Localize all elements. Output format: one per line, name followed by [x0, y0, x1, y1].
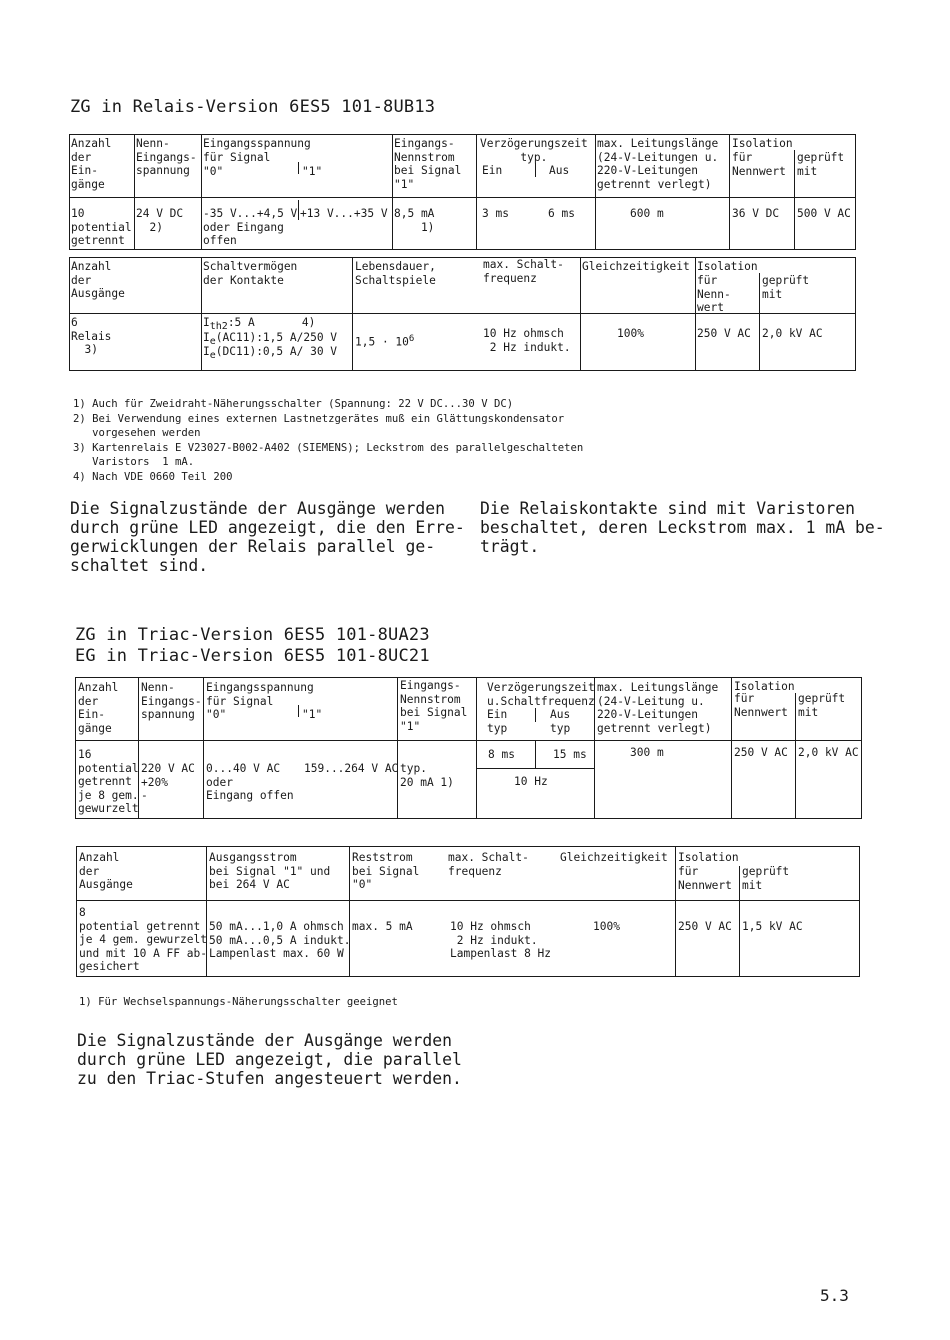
value-ausgangsstrom: 50 mA...1,0 A ohmsch 50 mA...0,5 A indukt. Lampenlast max. 60 W: [209, 920, 351, 961]
value-signal-0: 0...40 V AC oder Eingang offen: [206, 762, 294, 803]
value-geprueft: 1,5 kV AC: [742, 920, 803, 933]
value-schaltvermoegen-ith: $I_{th2}:5$ A 4): [203, 316, 316, 333]
value-geprueft: 500 V AC: [797, 207, 851, 220]
value-ein: 8 ms: [488, 748, 515, 761]
header-leitungslaenge: max. Leitungslänge (24-V-Leitungen u. 220-V-Leitungen getrennt verlegt): [597, 137, 719, 191]
header-gleichzeitigkeit: Gleichzeitigkeit: [582, 260, 690, 273]
value-signal-1: +13 V...+35 V: [300, 207, 388, 220]
value-isolation-nennwert: 36 V DC: [732, 207, 780, 220]
header-isolation: Isolation: [697, 260, 758, 273]
page-number: 5.3: [820, 1286, 849, 1305]
value-eingangs-nennstrom: 8,5 mA 1): [394, 207, 435, 234]
triac-eg-heading: EG in Triac-Version 6ES5 101-8UC21: [75, 646, 430, 666]
triac-zg-heading: ZG in Triac-Version 6ES5 101-8UA23: [75, 625, 430, 645]
header-lebensdauer: Lebensdauer, Schaltspiele: [355, 260, 436, 287]
value-reststrom: max. 5 mA: [352, 920, 413, 933]
value-geprueft: 2,0 kV AC: [762, 327, 823, 340]
header-signal-1: "1": [302, 708, 323, 721]
value-geprueft: 2,0 kV AC: [798, 746, 859, 759]
header-isolation: Isolation: [678, 851, 739, 864]
header-signal-1: "1": [302, 165, 323, 178]
header-leitungslaenge: max. Leitungslänge (24-V-Leitung u. 220-V-Leitungen getrennt verlegt): [597, 681, 719, 735]
header-isolation-nennwert: für Nennwert: [734, 692, 788, 719]
footnote: 3) Kartenrelais E V23027-B002-A402 (SIEMENS); Leckstrom des parallelgeschalteten: [73, 441, 584, 454]
value-leitungslaenge: 300 m: [630, 746, 664, 759]
header-signal-0: "0": [203, 165, 224, 178]
header-nenn-eingangsspannung: Nenn- Eingangs- spannung: [136, 137, 197, 178]
header-signal-0: "0": [206, 708, 227, 721]
header-anzahl: Anzahl der Ein- gänge: [78, 681, 119, 735]
header-isolation: Isolation: [732, 137, 793, 150]
header-ein: Ein: [482, 164, 503, 177]
footnote: 4) Nach VDE 0660 Teil 200: [73, 470, 233, 483]
value-schaltvermoegen-dc11: $I_e(DC11):0,5$ A/ 30 V: [203, 345, 338, 362]
header-geprueft: geprüft mit: [762, 274, 810, 301]
footnote: vorgesehen werden: [73, 427, 201, 440]
value-anzahl-ausgaenge: 6 Relais 3): [71, 316, 112, 357]
value-isolation-nennwert: 250 V AC: [697, 327, 751, 340]
relais-heading: ZG in Relais-Version 6ES5 101-8UB13: [70, 97, 436, 117]
value-lebensdauer: $1,5 \cdot 10^6$: [355, 334, 415, 349]
relais-varistor-text: Die Relaiskontakte sind mit Varistoren beschaltet, deren Leckstrom max. 1 mA be- trägt.: [480, 499, 885, 556]
header-schaltvermoegen: Schaltvermögen der Kontakte: [203, 260, 298, 287]
header-ausgangsstrom: Ausgangsstrom bei Signal "1" und bei 264 V AC: [209, 851, 331, 892]
header-geprueft: geprüft mit: [742, 865, 790, 892]
value-signal-1: 159...264 V AC: [304, 762, 399, 775]
triac-led-text: Die Signalzustände der Ausgänge werden durch grüne LED angezeigt, die parallel zu den Triac-Stufen angesteuert werden.: [77, 1031, 462, 1088]
value-gleichzeitigkeit: 100%: [593, 920, 620, 933]
value-isolation-nennwert: 250 V AC: [734, 746, 788, 759]
header-isolation-nennwert: für Nenn- wert: [697, 274, 731, 315]
header-eingangsspannung: Eingangsspannung für Signal: [203, 137, 311, 164]
header-geprueft: geprüft mit: [798, 692, 846, 719]
value-anzahl: 16 potential getrennt je 8 gem. gewurzelt: [78, 748, 139, 816]
relais-footnotes: [73, 397, 583, 485]
header-aus: Aus: [549, 164, 570, 177]
value-signal-0: -35 V...+4,5 V oder Eingang offen: [203, 207, 298, 248]
value-schaltfrequenz: 10 Hz ohmsch 2 Hz indukt.: [483, 327, 571, 354]
value-schaltfrequenz: 10 Hz ohmsch 2 Hz indukt. Lampenlast 8 Hz: [450, 920, 552, 961]
header-isolation: Isolation: [734, 680, 795, 693]
value-schaltvermoegen-ac11: $I_e(AC11):1,5$ A/250 V: [203, 331, 338, 348]
value-nenn-eingangsspannung: 220 V AC +20% -: [141, 762, 195, 803]
header-anzahl-ausgaenge: Anzahl der Ausgänge: [71, 260, 125, 301]
relais-led-text: Die Signalzustände der Ausgänge werden durch grüne LED angezeigt, die den Erre- gerwicklungen der Relais parallel ge- schaltet sind.: [70, 499, 465, 575]
triac-footnote: 1) Für Wechselspannungs-Näherungsschalter geeignet: [79, 996, 398, 1008]
value-ein: 3 ms: [482, 207, 509, 220]
header-geprueft: geprüft mit: [797, 151, 845, 178]
header-isolation-nennwert: für Nennwert: [732, 151, 786, 178]
header-isolation-nennwert: für Nennwert: [678, 865, 732, 892]
header-eingangs-nennstrom: Eingangs- Nennstrom bei Signal "1": [400, 679, 468, 733]
header-schaltfrequenz: max. Schalt- frequenz: [448, 851, 529, 878]
value-anzahl: 10 potential getrennt: [71, 207, 132, 248]
header-gleichzeitigkeit: Gleichzeitigkeit: [560, 851, 668, 864]
header-reststrom: Reststrom bei Signal "0": [352, 851, 420, 892]
header-anzahl-ausgaenge: Anzahl der Ausgänge: [79, 851, 133, 892]
header-eingangsspannung: Eingangsspannung für Signal: [206, 681, 314, 708]
header-verzoegerungszeit: Verzögerungszeit typ.: [480, 137, 588, 164]
header-nenn-eingangsspannung: Nenn- Eingangs- spannung: [141, 681, 202, 722]
header-verzoegerungszeit: Verzögerungszeit u.Schaltfrequenz: [487, 681, 595, 708]
value-aus: 6 ms: [548, 207, 575, 220]
value-nenn-eingangsspannung: 24 V DC 2): [136, 207, 184, 234]
header-schaltfrequenz: max. Schalt- frequenz: [483, 258, 564, 285]
footnote: Varistors 1 mA.: [73, 456, 195, 469]
value-isolation-nennwert: 250 V AC: [678, 920, 732, 933]
footnote: 2) Bei Verwendung eines externen Lastnetzgerätes muß ein Glättungskondensator: [73, 412, 565, 425]
header-eingangs-nennstrom: Eingangs- Nennstrom bei Signal "1": [394, 137, 462, 191]
value-leitungslaenge: 600 m: [630, 207, 664, 220]
footnote: 1) Auch für Zweidraht-Näherungsschalter (Spannung: 22 V DC...30 V DC): [73, 398, 514, 410]
header-anzahl: Anzahl der Ein- gänge: [71, 137, 112, 191]
value-anzahl-ausgaenge: 8 potential getrennt je 4 gem. gewurzelt und mit 10 A FF ab- gesichert: [79, 906, 207, 974]
header-ein-typ: Ein typ: [487, 708, 508, 735]
value-eingangs-nennstrom: typ. 20 mA 1): [400, 762, 454, 789]
header-aus-typ: Aus typ: [550, 708, 571, 735]
value-gleichzeitigkeit: 100%: [617, 327, 644, 340]
value-schaltfrequenz: 10 Hz: [514, 775, 548, 788]
value-aus: 15 ms: [553, 748, 587, 761]
